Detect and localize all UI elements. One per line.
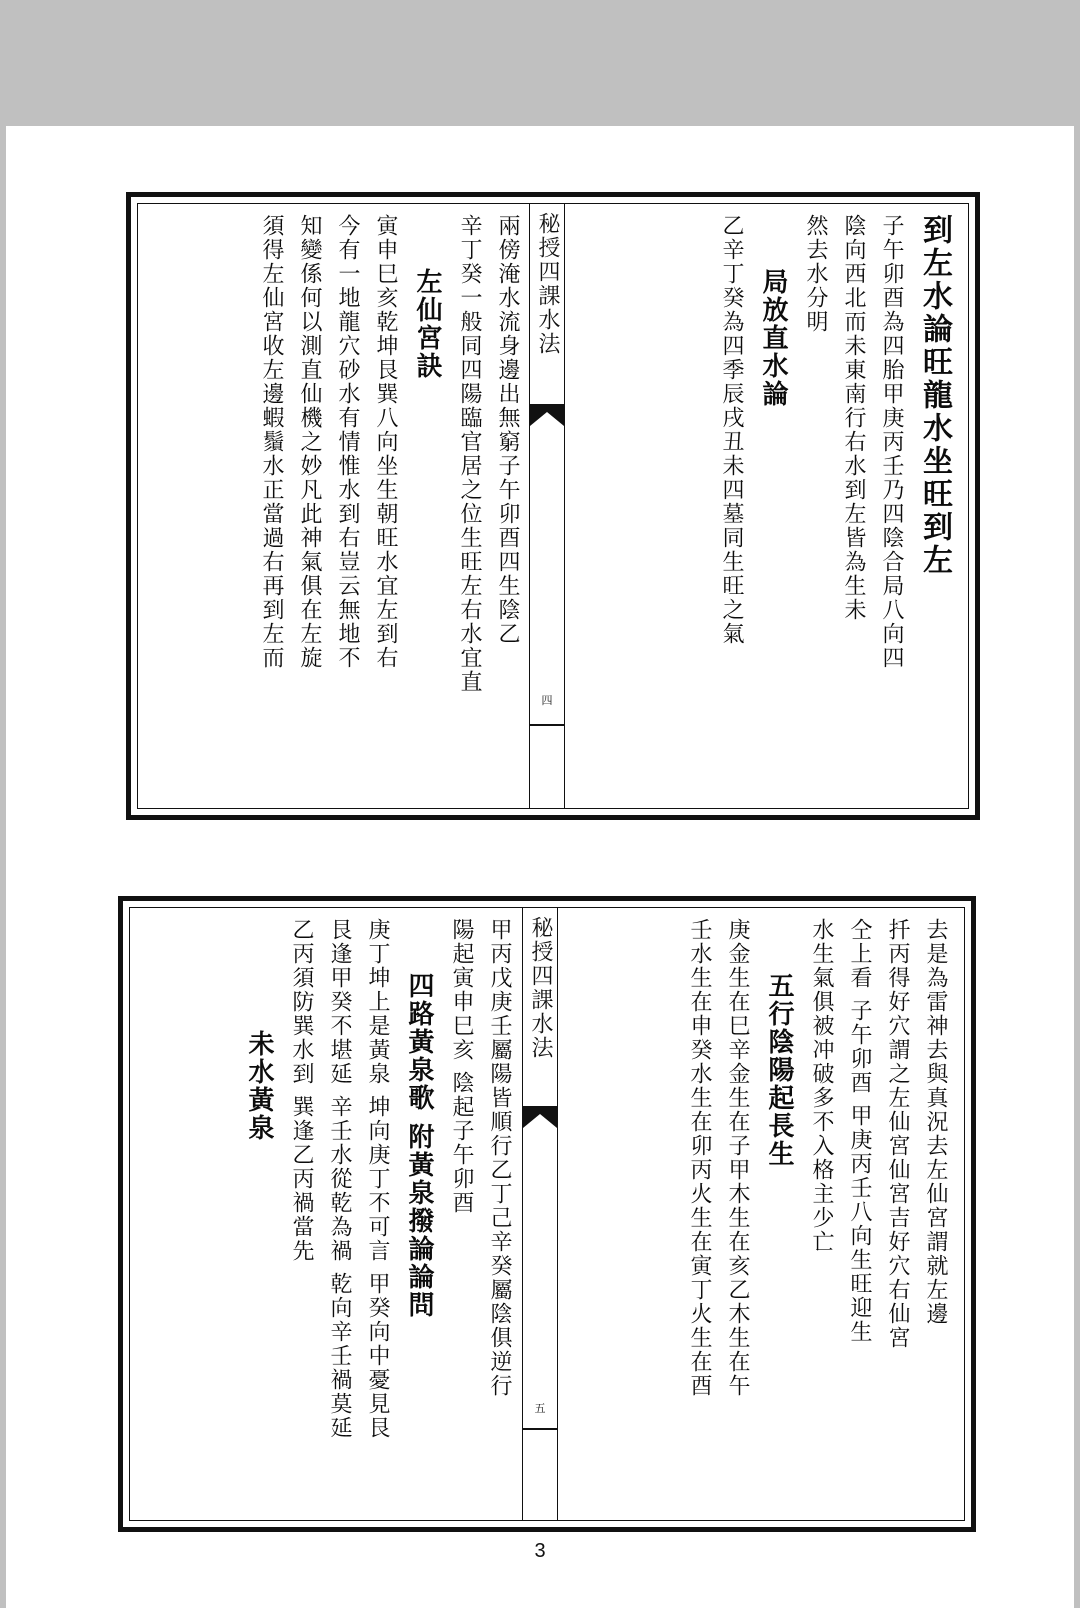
section-heading: 局放直水論 — [758, 268, 788, 408]
strip-page-number: 四 — [541, 694, 553, 707]
text-column: 未水黃泉 — [244, 1030, 274, 1142]
text-column: 水生氣俱被冲破多不入格主少亡 — [809, 918, 834, 1254]
left-half-top — [148, 214, 526, 798]
fishtail-mark-icon — [530, 404, 564, 430]
text-column: 寅申巳亥乾坤艮巽八向坐生朝旺水宜左到右 — [373, 214, 398, 670]
center-strip-bottom — [522, 908, 558, 1520]
text-column: 陰向西北而未東南行右水到左皆為生未 — [841, 214, 866, 622]
fishtail-mark-icon — [523, 1106, 557, 1132]
text-column: 知變係何以測直仙機之妙凡此神氣俱在左旋 — [297, 214, 322, 670]
strip-divider — [523, 1428, 557, 1430]
text-column: 然去水分明 — [803, 214, 828, 334]
text-column: 仝上看 子午卯酉 甲庚丙壬八向生旺迎生 — [847, 918, 872, 1344]
section-heading: 四路黃泉歌 附黃泉撥論論問 — [404, 972, 434, 1320]
book-sheet-top — [126, 192, 980, 820]
right-half-bottom — [564, 918, 954, 1510]
text-column: 須得左仙宮收左邊蝦鬚水正當過右再到左而 — [259, 214, 284, 670]
page-number: 3 — [534, 1540, 546, 1562]
center-strip-top — [529, 204, 565, 808]
text-column: 子午卯酉為四胎甲庚丙壬乃四陰合局八向四 — [879, 214, 904, 670]
text-column: 兩傍淹水流身邊出無窮子午卯酉四生陰乙 — [495, 214, 520, 646]
text-column: 今有一地龍穴砂水有情惟水到右豈云無地不 — [335, 214, 360, 670]
text-column: 庚丁坤上是黃泉 坤向庚丁不可言 甲癸向中憂見艮 — [365, 918, 390, 1440]
text-column: 到左水論旺龍水坐旺到左 — [917, 214, 952, 577]
text-column: 壬水生在申癸水生在卯丙火生在寅丁火生在酉 — [687, 918, 712, 1398]
text-column: 庚金生在巳辛金生在子甲木生在亥乙木生在午 — [725, 918, 750, 1398]
text-column: 去是為雷神去與真況去左仙宮謂就左邊 — [923, 918, 948, 1326]
text-column: 乙丙須防巽水到 巽逢乙丙禍當先 — [289, 918, 314, 1263]
strip-divider — [530, 724, 564, 726]
right-half-top — [572, 214, 958, 798]
text-column: 辛丁癸一般同四陽臨官居之位生旺左右水宜直 — [457, 214, 482, 694]
text-column: 扦丙得好穴謂之左仙宮仙宮吉好穴右仙宮 — [885, 918, 910, 1350]
scanned-page — [6, 126, 1074, 1608]
section-heading: 五行陰陽起長生 — [764, 972, 794, 1168]
strip-title: 秘授四課水法 — [528, 916, 553, 1060]
section-heading: 左仙宮訣 — [412, 268, 442, 380]
book-sheet-bottom — [118, 896, 976, 1532]
text-column: 艮逢甲癸不堪延 辛壬水從乾為禍 乾向辛壬禍莫延 — [327, 918, 352, 1440]
strip-title: 秘授四課水法 — [535, 212, 560, 356]
strip-page-number: 五 — [534, 1402, 546, 1415]
inner-frame — [129, 907, 965, 1521]
text-column: 乙辛丁癸為四季辰戌丑未四墓同生旺之氣 — [719, 214, 744, 646]
inner-frame — [137, 203, 969, 809]
text-column: 甲丙戊庚壬屬陽皆順行乙丁己辛癸屬陰俱逆行 — [487, 918, 512, 1398]
left-half-bottom — [140, 918, 518, 1510]
text-column: 陽起寅申巳亥 陰起子午卯酉 — [449, 918, 474, 1215]
